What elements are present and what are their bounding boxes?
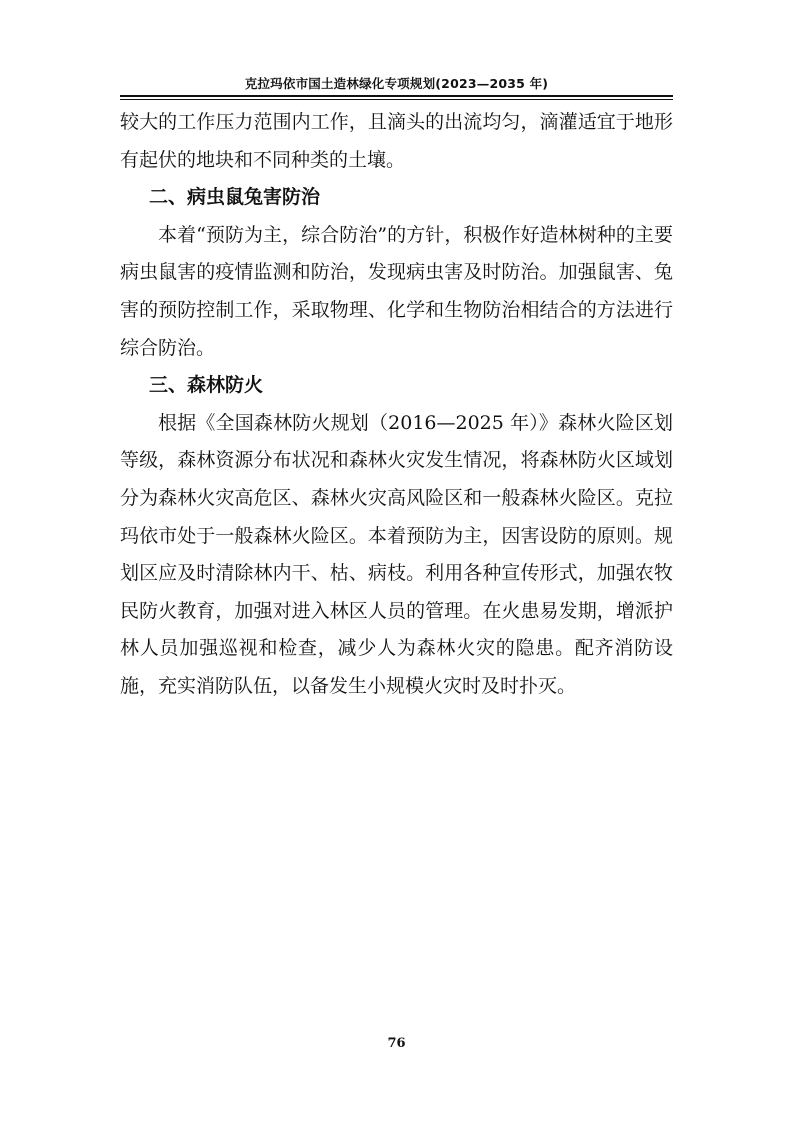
continued-paragraph: 较大的工作压力范围内工作，且滴头的出流均匀，滴灌适宜于地形有起伏的地块和不同种类的土壤。 — [120, 111, 673, 171]
section-heading-pest-control: 二、病虫鼠兔害防治 — [149, 186, 321, 209]
page-number: 76 — [387, 1036, 406, 1051]
header-rule-thin — [120, 99, 673, 100]
section-paragraph-pest-control: 本着“预防为主，综合防治”的方针，积极作好造林树种的主要病虫鼠害的疫情监测和防治，发现病虫害及时防治。加强鼠害、兔害的预防控制工作，采取物理、化学和生物防治相结合的方法进行综合防治。 — [120, 223, 673, 359]
section-heading-forest-fire: 三、森林防火 — [149, 374, 264, 397]
page-header-title: 克拉玛依市国土造林绿化专项规划(2023—2035 年) — [244, 76, 549, 91]
page-content — [120, 104, 673, 706]
header-rule-thick — [120, 95, 673, 97]
section-paragraph-forest-fire: 根据《全国森林防火规划（2016—2025 年）》森林火险区划等级，森林资源分布状况和森林火灾发生情况，将森林防火区域划分为森林火灾高危区、森林火灾高风险区和一般森林火险区。克拉玛依市处于一般森林火险区。本着预防为主，因害设防的原则。规划区应及时清除林内干、枯、病枝。利用各种宣传形式，加强农牧民防火教育，加强对进入林区人员的管理。在火患易发期，增派护林人员加强巡视和检查，减少人为森林火灾的隐患。配齐消防设施，充实消防队伍，以备发生小规模火灾时及时扑灭。 — [120, 411, 673, 697]
